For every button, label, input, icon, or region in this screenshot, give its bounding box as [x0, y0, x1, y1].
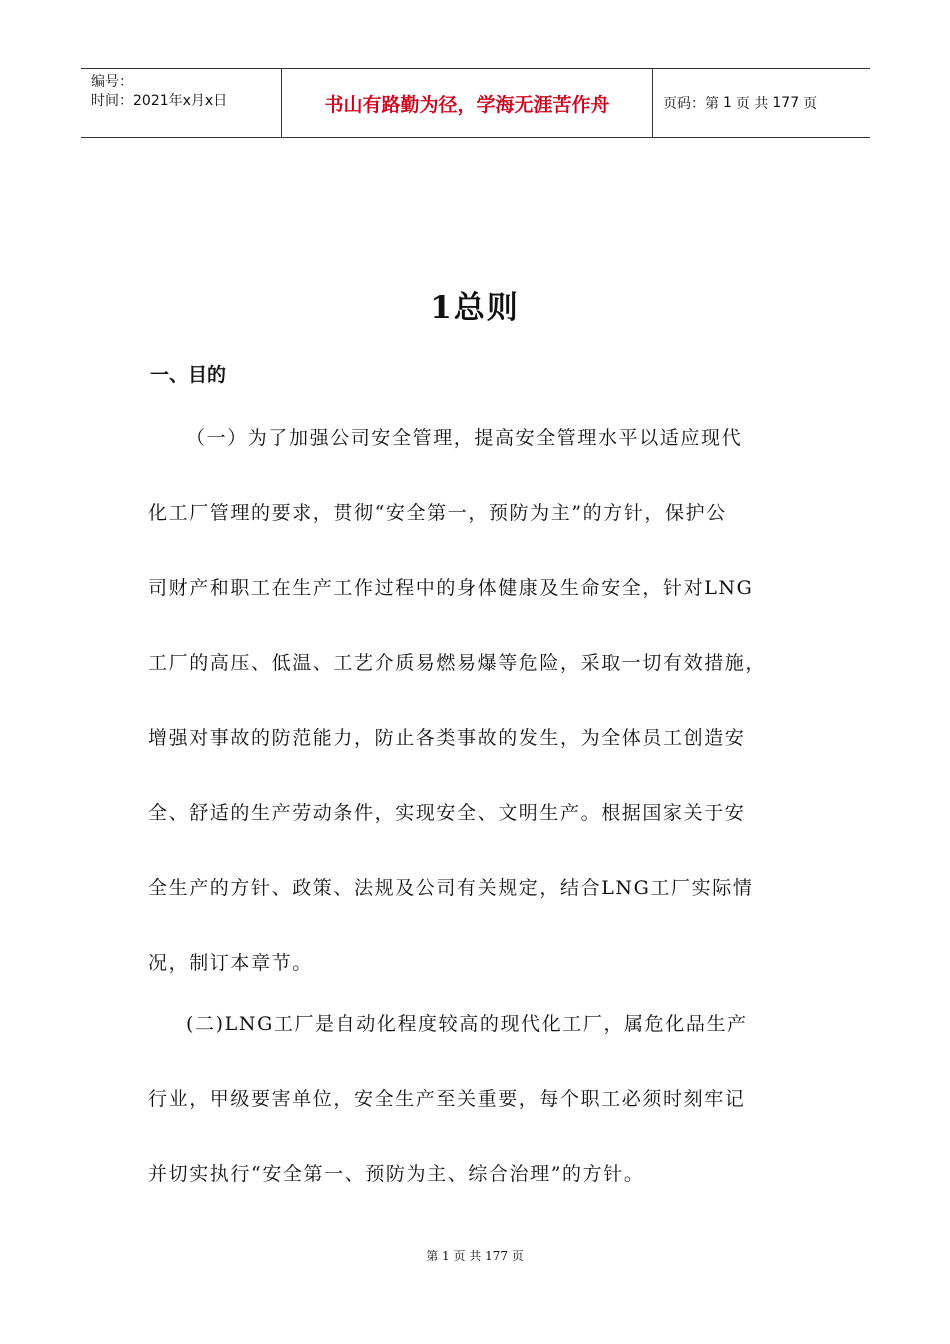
paragraph-line: 况，制订本章节。 — [148, 952, 313, 974]
document-date: 时间：2021年x月x日 — [91, 93, 228, 109]
page-label: 页码：第 — [663, 96, 719, 112]
paragraph-line: 全生产的方针、政策、法规及公司有关规定，结合LNG工厂实际情 — [148, 877, 754, 899]
header-motto-cell — [281, 69, 653, 137]
paragraph-line: 并切实执行“安全第一、预防为主、综合治理”的方针。 — [148, 1163, 645, 1185]
paragraph-line: 化工厂管理的要求，贯彻“安全第一，预防为主”的方针，保护公 — [148, 502, 727, 524]
header-page-info — [653, 69, 870, 137]
page-footer: 第 1 页 共 177 页 — [426, 1249, 524, 1263]
paragraph-line: 行业，甲级要害单位，安全生产至关重要，每个职工必须时刻牢记 — [148, 1088, 746, 1110]
document-number-label: 编号： — [91, 74, 133, 90]
page-mid: 页 共 — [735, 96, 769, 112]
paragraph-line: 工厂的高压、低温、工艺介质易燃易爆等危险，采取一切有效措施， — [148, 652, 767, 674]
paragraph-line: (二)LNG工厂是自动化程度较高的现代化工厂，属危化品生产 — [186, 1013, 748, 1035]
header-motto: 书山有路勤为径，学海无涯苦作舟 — [324, 93, 610, 116]
paragraph-line: 全、舒适的生产劳动条件，实现安全、文明生产。根据国家关于安 — [148, 802, 746, 824]
page-current: 1 — [723, 95, 732, 111]
paragraph-line: （一）为了加强公司安全管理，提高安全管理水平以适应现代 — [186, 427, 743, 449]
section-heading: 一、目的 — [150, 364, 227, 386]
header-meta — [81, 69, 281, 137]
page-title: 1总则 — [430, 290, 520, 326]
page-suffix: 页 — [803, 96, 818, 112]
paragraph-line: 司财产和职工在生产工作过程中的身体健康及生命安全，针对LNG — [148, 577, 754, 599]
page-total: 177 — [772, 95, 800, 111]
paragraph-line: 增强对事故的防范能力，防止各类事故的发生，为全体员工创造安 — [148, 727, 746, 749]
document-header — [81, 68, 870, 138]
